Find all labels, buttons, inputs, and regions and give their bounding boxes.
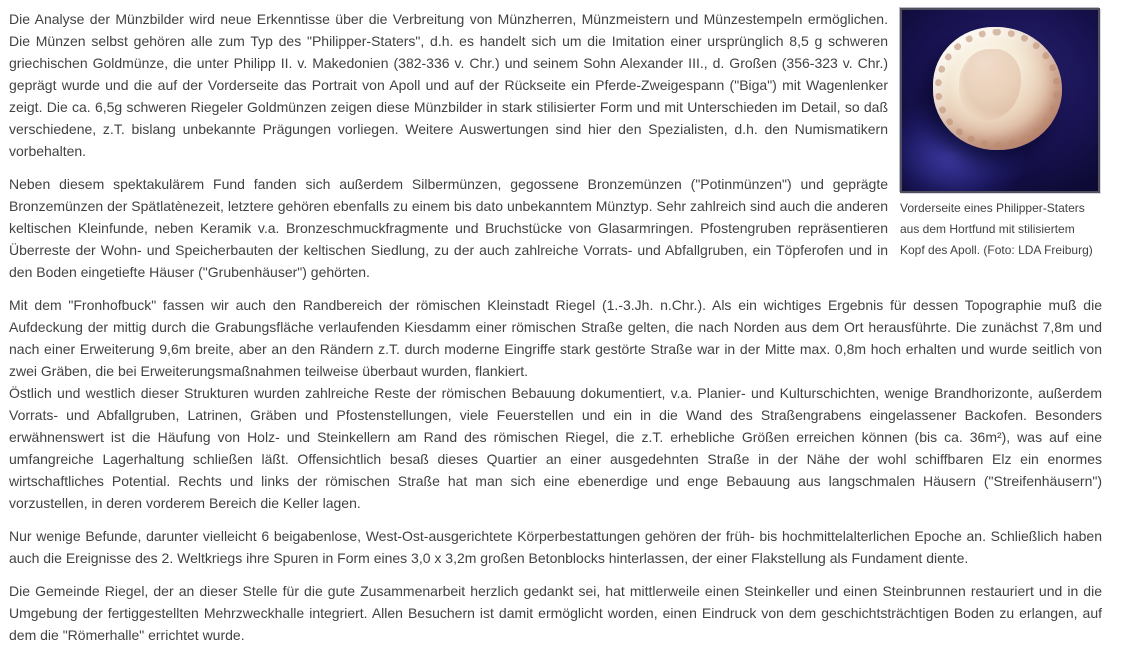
paragraph-bestattungen-weltkrieg: Nur wenige Befunde, darunter vielleicht 6 beigabenlose, West-Ost-ausgerichtete Körperbestattungen gehören der früh- bis hochmittelalterlichen Epoche an. Schließlich haben auch die Ereignisse des 2. Weltkriegs ihre Spuren in Form eines 3,0 x 3,2m großen Betonblocks hinterlassen, der einer Flakstellung als Fundament diente. [9,528,1102,566]
paragraph-roemische-bebauung: Östlich und westlich dieser Strukturen wurden zahlreiche Reste der römischen Bebauung dokumentiert, v.a. Planier- und Kulturschichten, wenige Brandhorizonte, außerdem Vorrats- und Abfallgruben, Latrinen, Gräben und Pfostenstellungen, viele Feuerstellen und ein in die Wand des Straßengrabens eingelassener Backofen. Besonders erwähnenswert ist die Häufung von Holz- und Steinkellern am Rand des römischen Riegel, die z.T. erhebliche Größen erreichen können (bis ca. 36m²), was auf eine umfangreiche Lagerhaltung schließen läßt. Offensichtlich besaß dieses Quartier an einer ausgedehnten Straße in der Nähe der wohl schiffbaren Elz ein enormes wirtschaftliches Potential. Rechts und links der römischen Straße hat man sich eine ebenerdige und enge Bebauung aus langschmalen Häusern ("Streifenhäusern") vorzustellen, in deren vorderem Bereich die Keller lagen. [9,385,1102,511]
coin-image [933,27,1062,150]
paragraph-gemeinde-riegel: Die Gemeinde Riegel, der an dieser Stelle für die gute Zusammenarbeit herzlich gedankt sei, hat mittlerweile einen Steinkeller und einen Steinbrunnen restauriert und in die Umgebung der fertiggestellten Mehrzweckhalle integriert. Allen Besuchern ist damit ermöglicht worden, einen Eindruck von dem geschichtsträchtigen Boden zu erlangen, auf dem die "Römerhalle" errichtet wurde. [9,583,1102,643]
paragraph-roemische-strasse: Mit dem "Fronhofbuck" fassen wir auch den Randbereich der römischen Kleinstadt Riegel (1.-3.Jh. n.Chr.). Als ein wichtiges Ergebnis für dessen Topographie muß die Aufdeckung der mittig durch die Grabungsfläche verlaufenden Kiesdamm einer römischen Straße gelten, die nach Norden aus dem Ort herausführte. Die zunächst 7,8m und nach einer Erweiterung 9,6m breite, aber an den Rändern z.T. durch moderne Eingriffe stark gestörte Straße war in der Mitte max. 0,8m hoch erhalten und wurde seitlich von zwei Gräben, die bei Erweiterungsmaßnahmen teilweise überbaut wurden, flankiert. [9,297,1102,379]
paragraph-kleinfunde: Neben diesem spektakulärem Fund fanden sich außerdem Silbermünzen, gegossene Bronzemünzen ("Potinmünzen") und geprägte Bronzemünzen der Spätlatènezeit, letztere gehören ebenfalls zu einem bis dato unbekanntem Münztyp. Sehr zahlreich sind auch die anderen keltischen Kleinfunde, neben Keramik v.a. Bronzeschmuckfragmente und Bruchstücke von Glasarmringen. Pfostengruben repräsentieren Überreste der Wohn- und Speicherbauten der keltischen Siedlung, zu der auch zahlreiche Vorrats- und Abfallgruben, ein Töpferofen und in den Boden eingetiefte Häuser ("Grubenhäuser") gehörten. [9,176,888,280]
coin-figure [900,8,1102,261]
coin-photo [900,8,1100,193]
coin-caption: Vorderseite eines Philipper-Staters aus dem Hortfund mit stilisiertem Kopf des Apoll. (Foto: LDA Freiburg) [900,201,1093,257]
paragraph-muenzbilder: Die Analyse der Münzbilder wird neue Erkenntisse über die Verbreitung von Münzherren, Münzmeistern und Münzestempeln ermöglichen. Die Münzen selbst gehören alle zum Typ des "Philipper-Staters", d.h. es handelt sich um die Imitation einer ursprünglich 8,5 g schweren griechischen Goldmünze, die unter Philipp II. v. Makedonien (382-336 v. Chr.) und seinem Sohn Alexander III., d. Großen (356-323 v. Chr.) geprägt wurde und die auf der Vorderseite das Portrait von Apoll und auf der Rückseite ein Pferde-Zweigespann ("Biga") mit Wagenlenker zeigt. Die ca. 6,5g schweren Riegeler Goldmünzen zeigen diese Münzbilder in stark stilisierter Form und mit Unterschieden im Detail, so daß verschiedene, z.T. bislang unbekannte Prägungen vorliegen. Weitere Auswertungen sind hier den Spezialisten, d.h. den Numismatikern vorbehalten. [9,11,888,159]
